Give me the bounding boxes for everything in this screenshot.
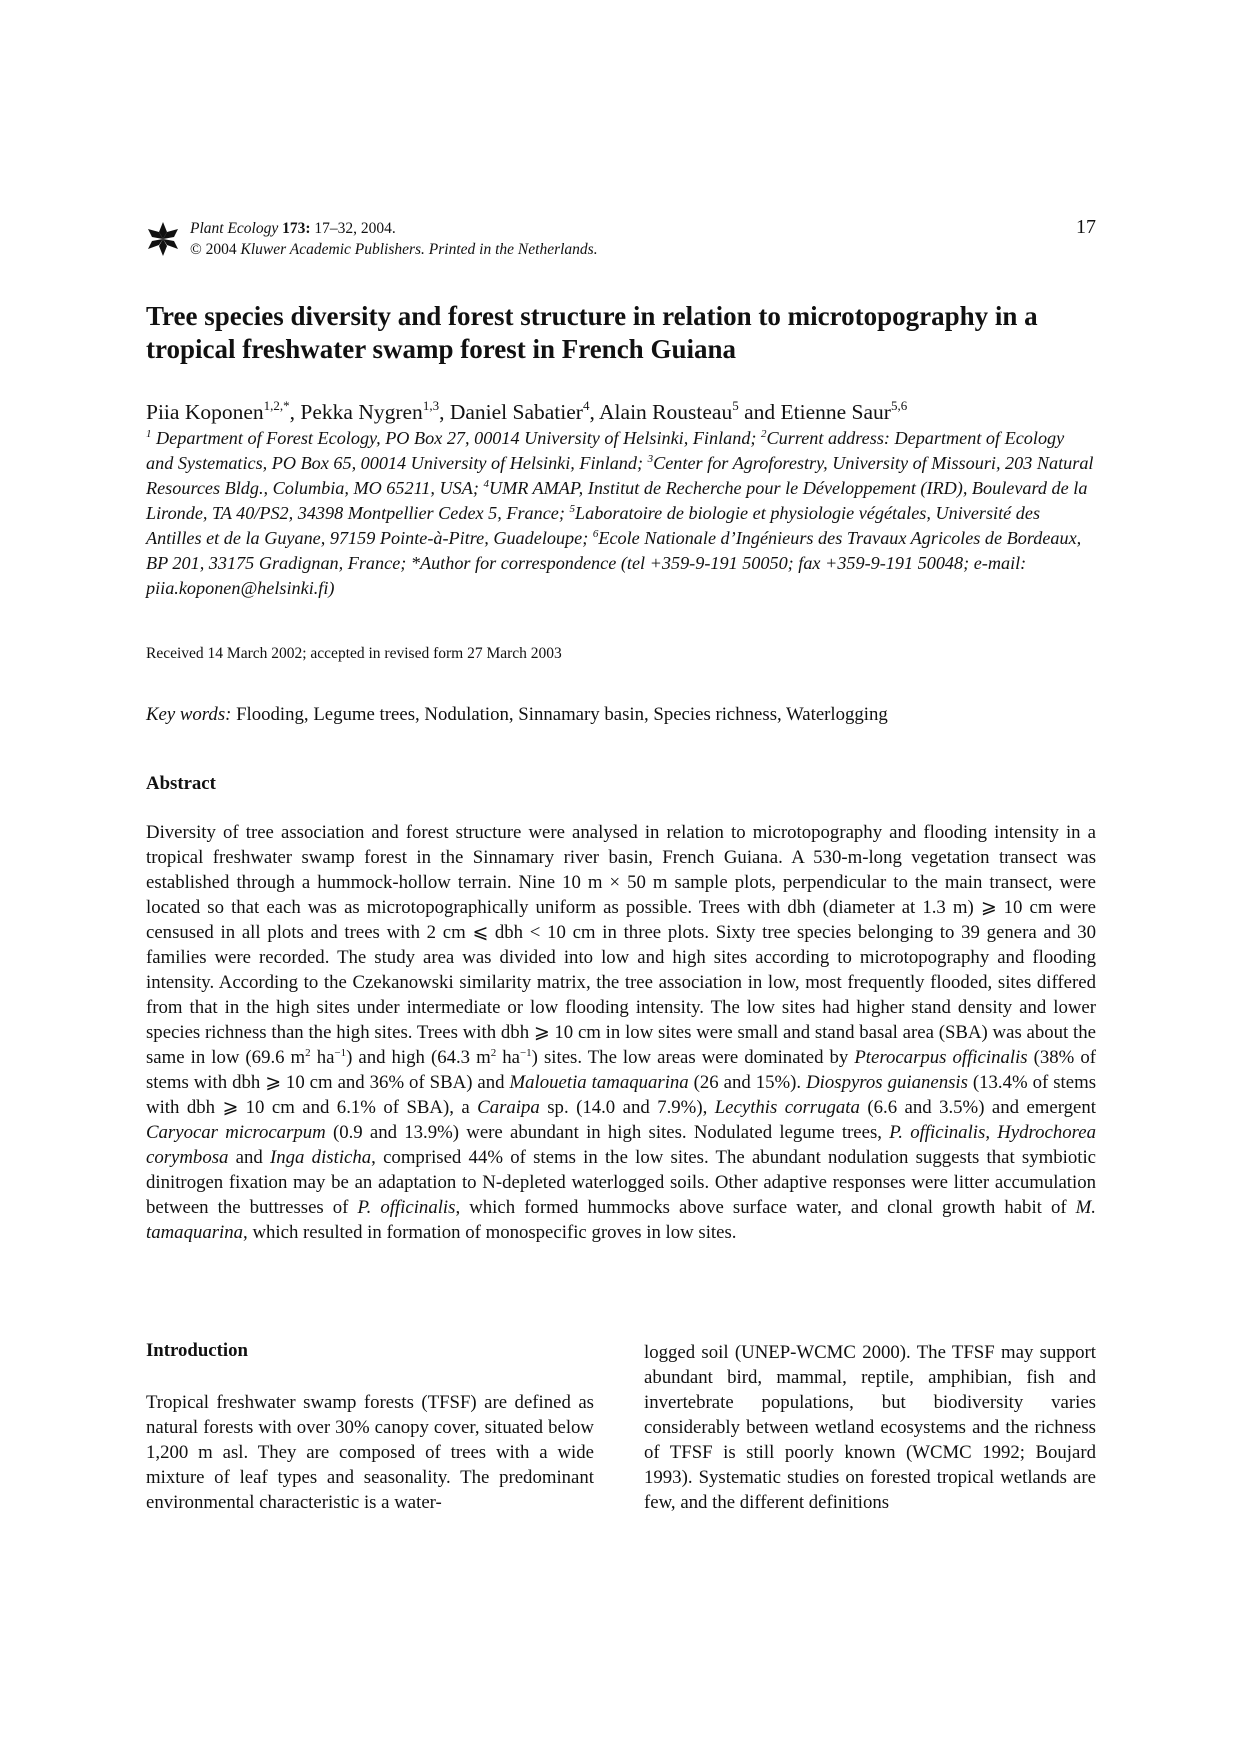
species-name: M. tamaquarina	[146, 1197, 1096, 1243]
received-dates: Received 14 March 2002; accepted in revised form 27 March 2003	[146, 645, 562, 662]
introduction-left-column: Tropical freshwater swamp forests (TFSF) are defined as natural forests with over 30% canopy cover, situated below 1,200 m asl. They are composed of trees with a wide mixture of leaf types and seasonality. The predominant environmental characteristic is a water-	[146, 1392, 594, 1513]
copyright-symbol: ©	[190, 241, 202, 258]
journal-name: Plant Ecology	[190, 220, 279, 237]
affiliation-marker: 2	[761, 428, 767, 440]
affiliation-marker: 1	[146, 428, 152, 440]
copyright-year: 2004	[205, 241, 237, 258]
keywords-text: Flooding, Legume trees, Nodulation, Sinnamary basin, Species richness, Waterlogging	[236, 704, 888, 725]
abstract-text: (26 and 15%).	[688, 1072, 807, 1093]
unit-exponent: −1	[334, 1047, 347, 1059]
author-name: Alain Rousteau	[599, 400, 733, 424]
affiliation-marker: 5	[569, 503, 575, 515]
species-name: Diospyros guianensis	[806, 1072, 968, 1093]
species-name: Lecythis corrugata	[714, 1097, 860, 1118]
abstract-text: , comprised 44% of stems in the low sites. The abundant nodulation suggests that symbiotic dinitrogen fixation may be an adaptation to N-depleted waterlogged soils. Other adaptive responses were litter accumulation between the buttresses of	[146, 1147, 1096, 1218]
species-name: Hydrochorea corymbosa	[146, 1122, 1097, 1168]
author-name: Etienne Saur	[780, 400, 891, 424]
keywords-label: Key words:	[146, 704, 232, 725]
affiliation-marker: 4	[483, 478, 489, 490]
kluwer-publisher-logo-icon	[146, 220, 180, 258]
abstract-text: and	[228, 1147, 271, 1168]
author-affiliation-marker: 5,6	[890, 398, 908, 413]
abstract-text: Diversity of tree association and forest structure were analysed in relation to microtopography and flooding intensity in a tropical freshwater swamp forest in the Sinnamary river basin, French Guiana. A 530-m-long vegetation transect was established through a hummock-hollow terrain. Nine 10 m × 50 m sample plots, perpendicular to the main transect, were located so that each was as microtopographically uniform as possible. Trees with dbh (diameter at 1.3 m) ⩾ 10 cm were censused in all plots and trees with 2 cm ⩽ dbh < 10 cm in three plots. Sixty tree species belonging to 39 genera and 30 families were recorded. The study area was divided into low and high sites according to microtopography and flooding intensity. According to the Czekanowski similarity matrix, the tree association in low, most frequently flooded, sites differed from that in the high sites under intermediate or low flooding intensity. The low sites had higher stand density and lower species richness than the high sites. Trees with dbh ⩾ 10 cm in low sites were small and stand basal area (SBA) was about the same in low (69.6 m	[146, 822, 1096, 1068]
abstract-text: (13.4% of stems with dbh ⩾ 10 cm and 6.1% of SBA), a	[146, 1072, 1097, 1118]
publisher-line: Kluwer Academic Publishers. Printed in the Netherlands.	[240, 241, 598, 258]
species-name: Pterocarpus officinalis	[854, 1047, 1028, 1068]
introduction-heading: Introduction	[146, 1340, 248, 1361]
abstract-text: sp. (14.0 and 7.9%),	[539, 1097, 715, 1118]
journal-line	[190, 218, 598, 239]
affiliation-marker: 3	[647, 453, 654, 465]
abstract-text: ) and high (64.3 m	[346, 1047, 491, 1068]
affiliation-text: Department of Forest Ecology, PO Box 27, 00014 University of Helsinki, Finland;	[151, 428, 762, 448]
affiliation-text: Center for Agroforestry, University of Missouri, 203 Natural Resources Bldg., Columbia, MO 65211, USA;	[146, 453, 1094, 498]
affiliation-text: Current address: Department of Ecology and Systematics, PO Box 65, 00014 University of Helsinki, Finland;	[146, 428, 1065, 473]
author-affiliation-marker: 1,3	[422, 398, 440, 413]
author-affiliation-marker: 5	[732, 398, 739, 413]
unit-exponent: 2	[490, 1047, 497, 1059]
abstract-heading: Abstract	[146, 773, 216, 794]
abstract-text: (6.6 and 3.5%) and emergent	[859, 1097, 1096, 1118]
keywords-line	[146, 704, 1096, 726]
species-name: Malouetia tamaquarina	[509, 1072, 689, 1093]
introduction-right-column: logged soil (UNEP-WCMC 2000). The TFSF may support abundant bird, mammal, reptile, amphibian, fish and invertebrate populations, but biodiversity varies considerably between wetland ecosystems and the richness of TFSF is still poorly known (WCMC 1992; Boujard 1993). Systematic studies on forested tropical wetlands are few, and the different definitions	[644, 1342, 1096, 1513]
affiliation-text: Ecole Nationale d’Ingénieurs des Travaux Agricoles de Bordeaux, BP 201, 33175 Gradignan, France; *Author for correspondence (tel +359-9-191 50050; fax +359-9-191 50048; e-mail: piia.koponen@helsinki.fi)	[146, 528, 1082, 598]
author-name: Piia Koponen	[146, 400, 264, 424]
journal-volume: 173:	[282, 220, 311, 237]
abstract-text: (38% of stems with dbh ⩾ 10 cm and 36% of SBA) and	[146, 1047, 1096, 1093]
unit-exponent: 2	[305, 1047, 311, 1059]
journal-citation	[190, 218, 598, 260]
paper-title: Tree species diversity and forest structure in relation to microtopography in a tropical freshwater swamp forest in French Guiana	[146, 301, 1038, 364]
affiliation-text: UMR AMAP, Institut de Recherche pour le Développement (IRD), Boulevard de la Lironde, TA 40/PS2, 34398 Montpellier Cedex 5, France;	[146, 478, 1088, 523]
abstract-text: , which resulted in formation of monospecific groves in low sites.	[243, 1222, 737, 1243]
abstract-text: , which formed hummocks above surface water, and clonal growth habit of	[455, 1197, 1076, 1218]
author-affiliation-marker: 4	[582, 398, 590, 413]
abstract-text: ) sites. The low areas were dominated by	[531, 1047, 855, 1068]
author-name: Daniel Sabatier	[449, 400, 583, 424]
abstract-text: (0.9 and 13.9%) were abundant in high sites. Nodulated legume trees,	[325, 1122, 890, 1143]
journal-pages-year: 17–32, 2004.	[314, 220, 396, 237]
species-name: Inga disticha	[270, 1147, 372, 1168]
abstract-body	[146, 820, 1096, 1245]
abstract-text: ,	[985, 1122, 998, 1143]
affiliation-marker: 6	[592, 528, 599, 540]
copyright-line	[190, 239, 598, 260]
species-name: P. officinalis	[889, 1122, 986, 1143]
unit-exponent: −1	[519, 1047, 532, 1059]
author-list: Piia Koponen$^{1,2,*}$, Pekka Nygren$^{1,3}$, Daniel Sabatier$^4$, Alain Rousteau$^5$ and Etienne Saur$^{5,6}$	[146, 398, 908, 424]
affiliation-text: Laboratoire de biologie et physiologie végétales, Université des Antilles et de la Guyane, 97159 Pointe-à-Pitre, Guadeloupe;	[146, 503, 1041, 548]
journal-header	[146, 216, 1096, 266]
author-affiliation-marker: 1,2,*	[263, 398, 290, 413]
abstract-text: ha	[496, 1047, 520, 1068]
species-name: P. officinalis	[357, 1197, 456, 1218]
page-number: 17	[1076, 216, 1096, 238]
species-name: Caryocar microcarpum	[146, 1122, 326, 1143]
species-name: Caraipa	[477, 1097, 540, 1118]
author-name: Pekka Nygren	[300, 400, 423, 424]
abstract-text: ha	[310, 1047, 335, 1068]
affiliations	[146, 426, 1096, 601]
